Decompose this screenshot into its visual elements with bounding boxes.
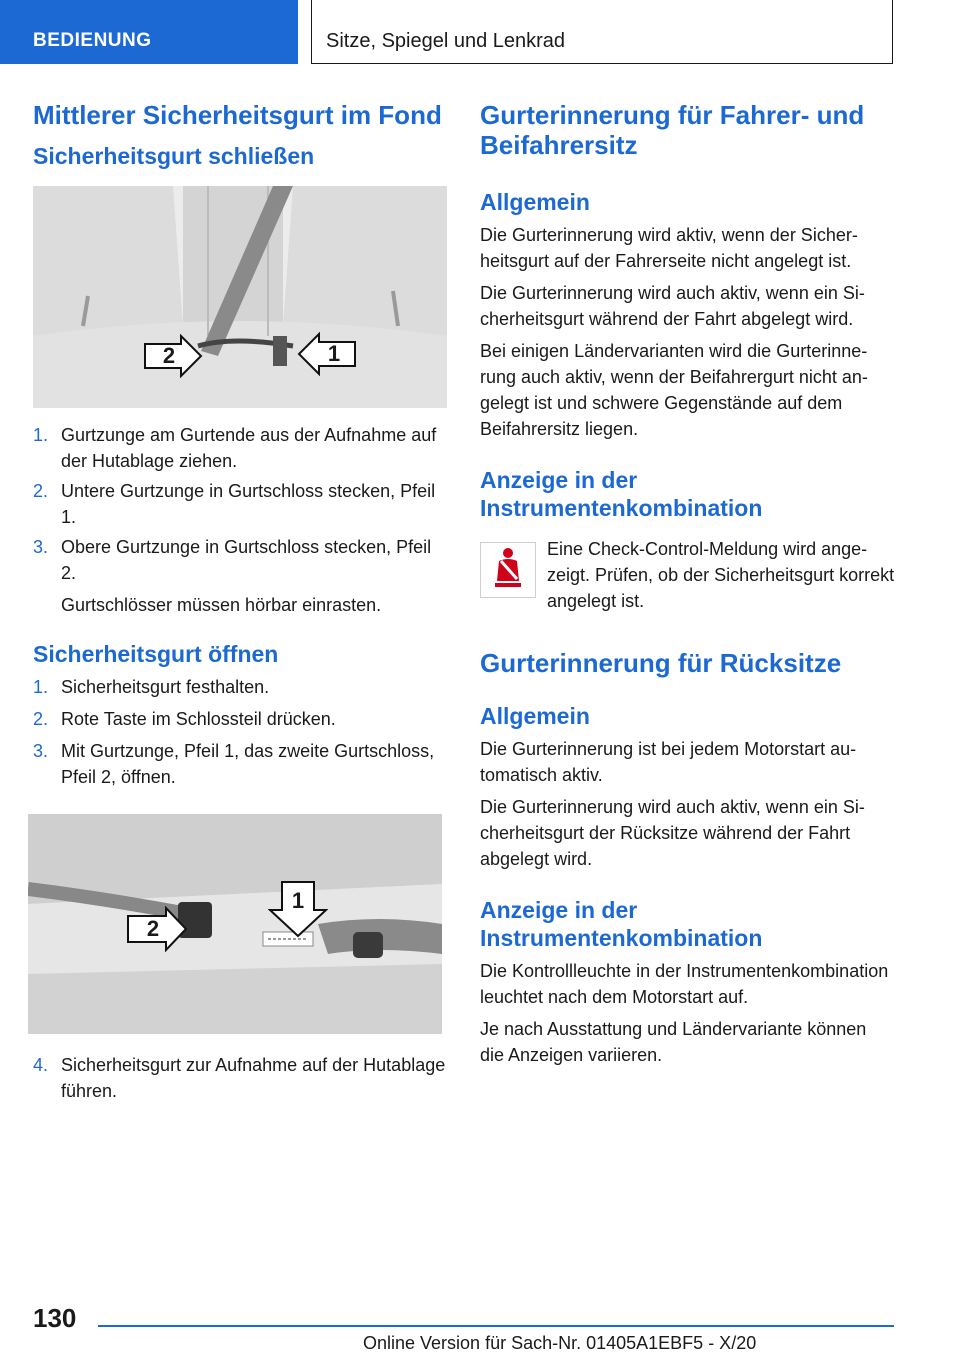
open-steps-list xyxy=(33,674,447,790)
list-item-number: 1. xyxy=(33,425,49,445)
arrow-2-marker xyxy=(143,334,203,378)
list-item-text: Sicherheitsgurt festhalten. xyxy=(61,677,270,697)
arrow-1-marker xyxy=(268,880,328,938)
display-notice-text: Eine Check-Control-Meldung wird angezeigt. Prüfen, ob der Sicherheitsgurt korrekt angelegt ist. xyxy=(547,539,895,611)
list-item-text: Gurtzunge am Gurtende aus der Aufnahme auf der Hutablage ziehen. xyxy=(61,425,437,471)
general-paragraph: Bei einigen Ländervarianten wird die Gurterinnerung auch aktiv, wenn der Beifahrergurt nicht angelegt ist und schwere Gegenstände auf dem Beifahrersitz liegen. xyxy=(480,341,868,439)
seatbelt-warning-icon xyxy=(480,542,536,598)
list-item xyxy=(33,738,447,790)
close-steps-list xyxy=(33,422,447,618)
page-number: 130 xyxy=(33,1303,77,1333)
list-item-number: 2. xyxy=(33,709,49,729)
display-notice xyxy=(480,536,895,614)
arrow-2-label: 2 xyxy=(162,343,176,368)
list-item-text: Sicherheitsgurt zur Aufnahme auf der Hutablage führen. xyxy=(61,1055,446,1101)
header-section-tab xyxy=(0,0,298,64)
list-item-text: Obere Gurtzunge in Gurtschloss stecken, Pfeil 2. xyxy=(61,537,432,583)
left-column xyxy=(33,100,447,1104)
list-item-number: 4. xyxy=(33,1055,49,1075)
list-item xyxy=(33,1052,447,1104)
list-item xyxy=(33,706,447,732)
figure-seatbelt-close-illustration xyxy=(33,186,447,408)
right-title-rear: Gurterinnerung für Rücksitze xyxy=(480,648,842,678)
list-item-text: Mit Gurtzunge, Pfeil 1, das zweite Gurtschloss, Pfeil 2, öffnen. xyxy=(61,741,435,787)
right-subheading-general: Allgemein xyxy=(480,189,590,215)
right-subheading-display-rear: Anzeige in der Instrumentenkombination xyxy=(480,897,763,951)
right-title: Gurterinnerung für Fahrer- und Beifahrersitz xyxy=(480,100,865,160)
header-chapter-label: Sitze, Spiegel und Lenkrad xyxy=(326,30,566,52)
right-subheading-general-rear: Allgemein xyxy=(480,703,590,729)
header-chapter-box xyxy=(311,0,893,64)
footer-text: Online Version für Sach-Nr. 01405A1EBF5 - X/20 xyxy=(363,1333,757,1353)
figure-seatbelt-open-illustration xyxy=(28,814,442,1034)
list-item xyxy=(33,478,447,530)
figure-seatbelt-close xyxy=(33,186,447,408)
arrow-left-icon xyxy=(295,332,357,376)
right-subheading-display: Anzeige in der Instrumentenkombination xyxy=(480,467,763,521)
footer-divider xyxy=(98,1325,894,1327)
arrow-1-marker xyxy=(295,332,357,376)
left-subheading-close: Sicherheitsgurt schließen xyxy=(33,143,315,169)
general-rear-paragraph: Die Gurterinnerung ist bei jedem Motorstart automatisch aktiv. xyxy=(480,739,857,785)
arrow-1-label: 1 xyxy=(291,888,305,913)
general-paragraph: Die Gurterinnerung wird aktiv, wenn der Sicherheitsgurt auf der Fahrerseite nicht angelegt ist. xyxy=(480,225,858,271)
list-item-text: Rote Taste im Schlossteil drücken. xyxy=(61,709,336,729)
figure-seatbelt-open xyxy=(28,814,442,1034)
left-subheading-open: Sicherheitsgurt öffnen xyxy=(33,641,279,667)
list-item-number: 2. xyxy=(33,481,49,501)
list-item-number: 1. xyxy=(33,677,49,697)
list-item xyxy=(33,534,447,586)
general-rear-paragraph: Die Gurterinnerung wird auch aktiv, wenn ein Sicherheitsgurt der Rücksitze während der Fahrt abgelegt wird. xyxy=(480,797,865,869)
arrow-2-label: 2 xyxy=(146,916,160,941)
list-item xyxy=(33,674,447,700)
header-section-label: BEDIENUNG xyxy=(33,30,152,51)
list-item xyxy=(33,422,447,474)
close-note: Gurtschlösser müssen hörbar einrasten. xyxy=(61,595,382,615)
list-item-number: 3. xyxy=(33,537,49,557)
list-item-text: Untere Gurtzunge in Gurtschloss stecken, Pfeil 1. xyxy=(61,481,436,527)
general-paragraph: Die Gurterinnerung wird auch aktiv, wenn ein Sicherheitsgurt während der Fahrt abgelegt wird. xyxy=(480,283,865,329)
list-item-number: 3. xyxy=(33,741,49,761)
display-rear-paragraph: Je nach Ausstattung und Ländervariante können die Anzeigen variieren. xyxy=(480,1019,867,1065)
right-column xyxy=(480,100,895,1068)
arrow-2-marker xyxy=(126,906,188,952)
arrow-1-label: 1 xyxy=(327,341,341,366)
left-title: Mittlerer Sicherheitsgurt im Fond xyxy=(33,100,442,130)
display-rear-paragraph: Die Kontrollleuchte in der Instrumentenkombination leuchtet nach dem Motorstart auf. xyxy=(480,961,889,1007)
